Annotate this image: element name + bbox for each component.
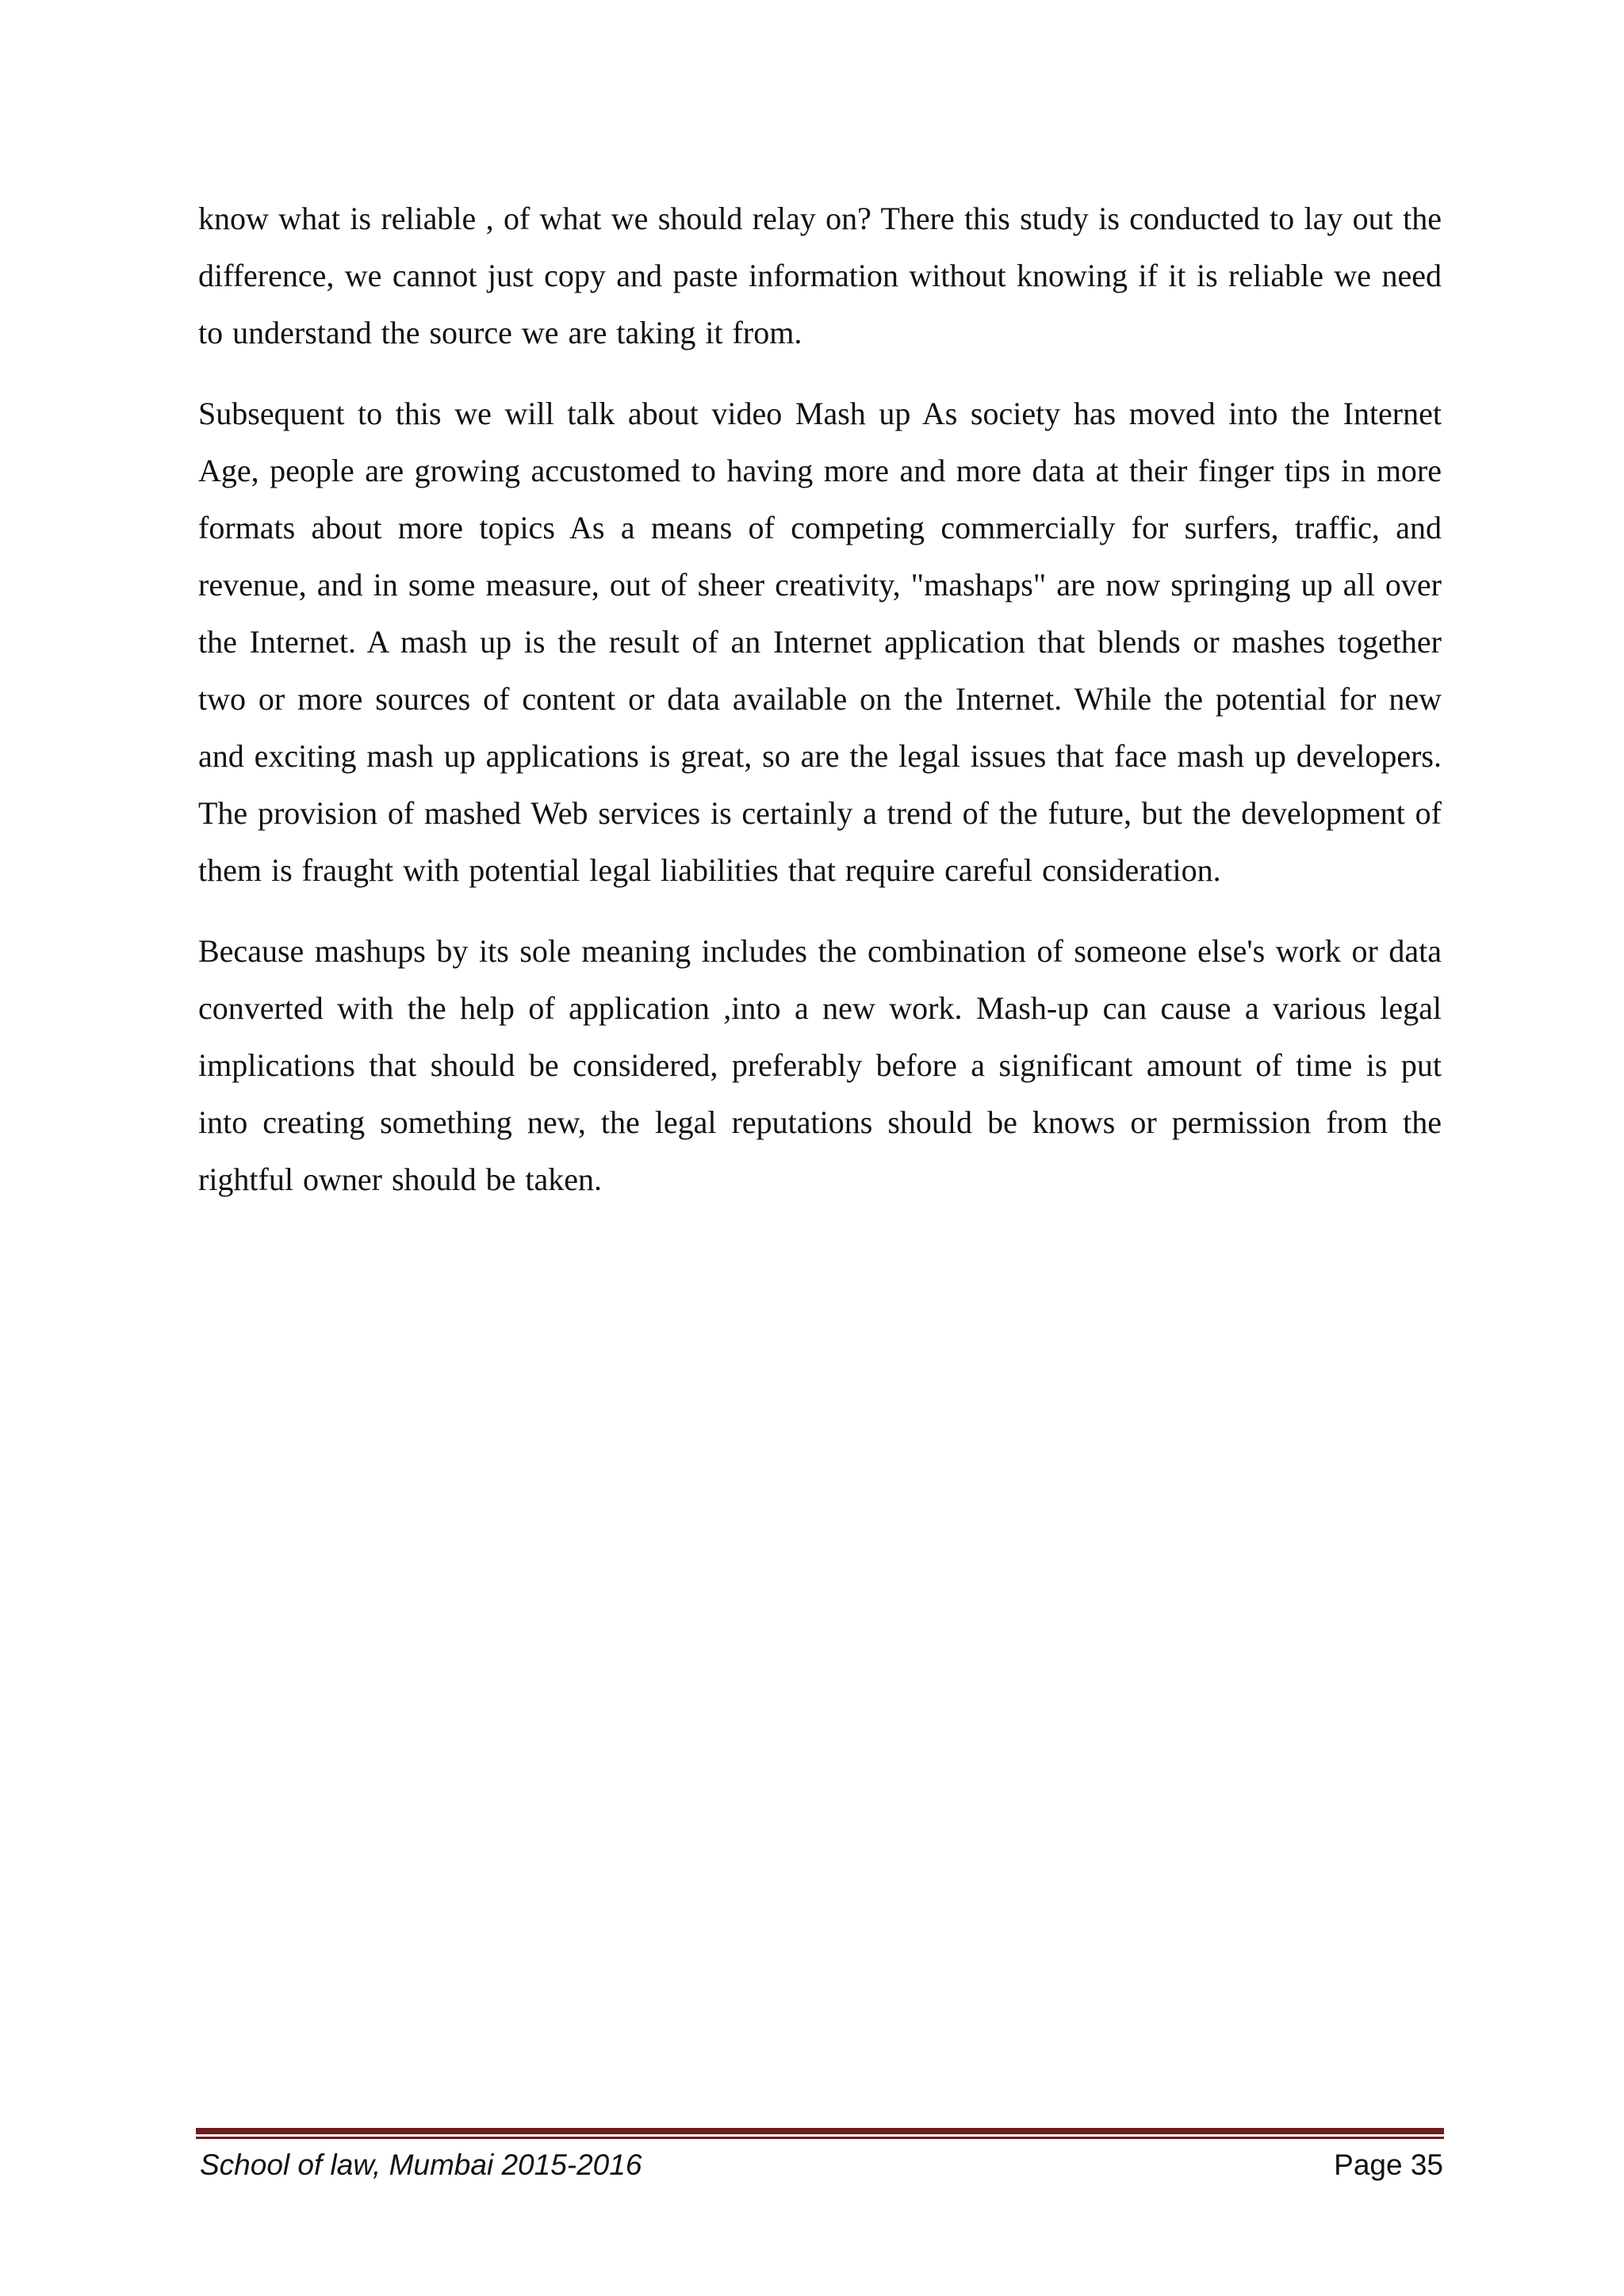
- footer-divider: [196, 2128, 1444, 2139]
- footer-divider-thick: [196, 2128, 1444, 2134]
- footer-school-label: School of law, Mumbai 2015-2016: [200, 2149, 642, 2181]
- footer-page-number: Page 35: [1334, 2149, 1443, 2181]
- body-text: [198, 190, 1442, 1232]
- paragraph-2: Subsequent to this we will talk about video Mash up As society has moved into the Internet Age, people are growing accustomed to having more and more data at their finger tips in more formats about more topics As a means of competing commercially for surfers, traffic, and revenue, and in some measure, out of sheer creativity, "mashaps" are now springing up all over the Internet. A mash up is the result of an Internet application that blends or mashes together two or more sources of content or data available on the Internet. While the potential for new and exciting mash up applications is great, so are the legal issues that face mash up developers. The provision of mashed Web services is certainly a trend of the future, but the development of them is fraught with potential legal liabilities that require careful consideration.: [198, 396, 1442, 888]
- paragraph-1: know what is reliable , of what we should relay on? There this study is conducted to lay out the difference, we cannot just copy and paste information without knowing if it is reliable we need to understand the source we are taking it from.: [198, 201, 1442, 350]
- footer-divider-thin: [196, 2137, 1444, 2139]
- paragraph-3: Because mashups by its sole meaning includes the combination of someone else's work or data converted with the help of application ,into a new work. Mash-up can cause a various legal implications that should be considered, preferably before a significant amount of time is put into creating something new, the legal reputations should be knows or permission from the rightful owner should be taken.: [198, 933, 1442, 1197]
